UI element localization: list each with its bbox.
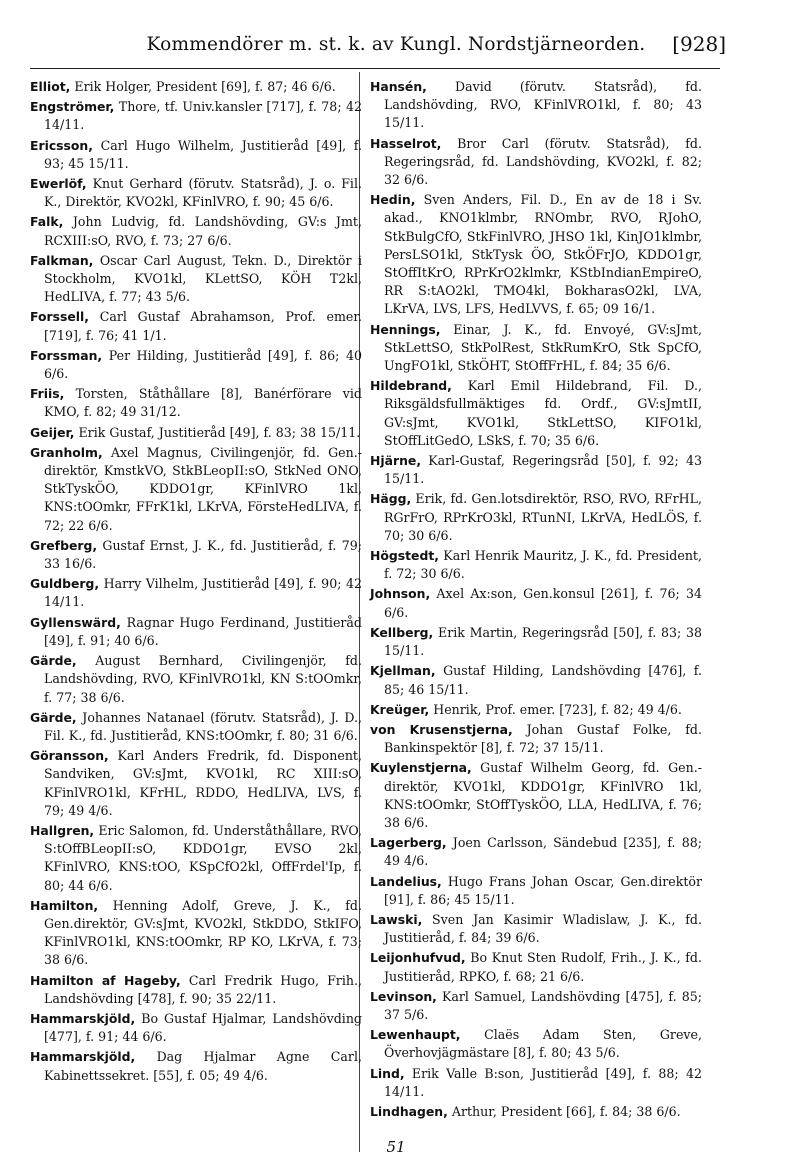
entry-name: Hildebrand, — [370, 378, 452, 394]
entry-name: Hennings, — [370, 321, 441, 337]
entry-text: Bror Carl (förutv. Statsråd), fd. Regeringsråd, fd. Landshövding, KVO2kl, f. 82; 32 6/6. — [384, 135, 702, 188]
page-header — [0, 14, 792, 54]
entry-text: Torsten, Ståthållare [8], Banérförare vid KMO, f. 82; 49 31/12. — [44, 386, 362, 420]
entry-text: John Ludvig, fd. Landshövding, GV:s Jmt, RCXIII:sO, RVO, f. 73; 27 6/6. — [44, 214, 362, 248]
register-entry — [370, 721, 702, 757]
page-title: Kommendörer m. st. k. av Kungl. Nordstjärneorden. — [146, 34, 646, 55]
entry-name: Hammarskjöld, — [30, 1010, 136, 1026]
entry-name: Geijer, — [30, 424, 75, 440]
register-entry — [370, 911, 702, 947]
entry-name: Lewenhaupt, — [370, 1027, 461, 1043]
register-entry — [370, 624, 702, 660]
register-entry — [370, 759, 702, 832]
entry-text: Hugo Frans Johan Oscar, Gen.direktör [91], f. 86; 45 15/11. — [384, 873, 702, 907]
register-entry — [370, 834, 702, 870]
entry-name: Hedin, — [370, 192, 416, 208]
entry-name: Forssell, — [30, 309, 89, 325]
register-entry — [30, 175, 362, 211]
entry-name: Engströmer, — [30, 99, 115, 115]
left-column — [30, 78, 362, 1087]
entry-name: Ericsson, — [30, 137, 93, 153]
register-entry — [370, 662, 702, 698]
entry-text: Erik Valle B:son, Justitieråd [49], f. 88; 42 14/11. — [384, 1065, 702, 1099]
entry-name: Lagerberg, — [370, 835, 447, 851]
header-page-number: [928] — [672, 32, 726, 56]
register-entry — [370, 1103, 702, 1121]
entry-text: Claës Adam Sten, Greve, Överhovjägmästare [8], f. 80; 43 5/6. — [384, 1027, 702, 1061]
entry-name: Forssman, — [30, 347, 103, 363]
entry-name: Hansén, — [370, 79, 427, 94]
register-entry — [370, 135, 702, 190]
register-entry — [370, 321, 702, 376]
footer-page-number: 51 — [386, 1138, 406, 1156]
entry-name: Hamilton, — [30, 897, 99, 913]
register-entry — [30, 385, 362, 421]
register-entry — [370, 377, 702, 450]
register-entry — [30, 709, 362, 745]
register-entry — [30, 444, 362, 535]
entry-name: von Krusenstjerna, — [370, 721, 513, 737]
entry-name: Hägg, — [370, 491, 412, 507]
entry-text: Oscar Carl August, Tekn. D., Direktör i Stockholm, KVO1kl, KLettSO, KÖH T2kl, HedLIVA, f. 77; 43 5/6. — [44, 252, 362, 305]
entry-name: Kreüger, — [370, 701, 430, 717]
entry-text: Karl-Gustaf, Regeringsråd [50], f. 92; 43 15/11. — [384, 453, 702, 487]
entry-name: Elliot, — [30, 79, 71, 94]
entry-text: Sven Jan Kasimir Wladislaw, J. K., fd. Justitieråd, f. 84; 39 6/6. — [384, 911, 702, 946]
entry-name: Göransson, — [30, 748, 109, 764]
entry-name: Kuylenstjerna, — [370, 760, 472, 776]
entry-text: Karl Henrik Mauritz, J. K., fd. President, f. 72; 30 6/6. — [384, 548, 702, 582]
entry-text: Gustaf Ernst, J. K., fd. Justitieråd, f. 79; 33 16/6. — [44, 537, 362, 572]
entry-text: Eric Salomon, fd. Underståthållare, RVO, S:tOffBLeopII:sO, KDDO1gr, EVSO 2kl, KFinlVRO, KNS:tOO, KSpCfO2kl, OffFrdel'Ip, f. 80; 44 6/6. — [44, 822, 362, 893]
register-entry — [30, 252, 362, 307]
entry-name: Friis, — [30, 386, 65, 402]
entry-text: Carl Fredrik Hugo, Frih., Landshövding [478], f. 90; 35 22/11. — [44, 972, 362, 1006]
entry-text: Axel Magnus, Civilingenjör, fd. Gen.-direktör, KmstkVO, StkBLeopII:sO, StkNed ONO, StkTyskÖO, KDDO1gr, KFinlVRO 1kl, KNS:tOOmkr, FFrK1kl, LKrVA, FörsteHedLIVA, f. 72; 22 6/6. — [44, 444, 362, 533]
entry-text: Gustaf Hilding, Landshövding [476], f. 85; 46 15/11. — [384, 663, 702, 697]
entry-text: Erik Holger, President [69], f. 87; 46 6/6. — [74, 79, 336, 94]
register-entry — [370, 490, 702, 545]
register-entry — [370, 1026, 702, 1062]
entry-name: Granholm, — [30, 444, 103, 460]
entry-name: Lind, — [370, 1065, 405, 1081]
entry-name: Lawski, — [370, 911, 423, 927]
entry-name: Hasselrot, — [370, 135, 442, 151]
register-entry — [370, 701, 702, 719]
register-entry — [30, 972, 362, 1008]
entry-name: Landelius, — [370, 873, 442, 889]
right-column — [370, 78, 702, 1123]
entry-name: Hammarskjöld, — [30, 1049, 136, 1065]
entry-name: Grefberg, — [30, 537, 98, 553]
entry-name: Guldberg, — [30, 576, 100, 592]
entry-text: Gustaf Wilhelm Georg, fd. Gen.-direktör, KVO1kl, KDDO1gr, KFinlVRO 1kl, KNS:tOOmkr, StOffTyskÖO, LLA, HedLIVA, f. 76; 38 6/6. — [384, 760, 702, 830]
entry-name: Kjellman, — [370, 663, 436, 679]
register-entry — [30, 614, 362, 650]
entry-text: Sven Anders, Fil. D., En av de 18 i Sv. akad., KNO1klmbr, RNOmbr, RVO, RJohO, StkBulgCfO, StkFinlVRO, JHSO 1kl, KinJO1klmbr, PersLSO1kl, StkTysk ÖO, StkÖFrJO, KDDO1gr, StOffItKrO, RPrKrO2klmkr, KStbIndianEmpireO, RR S:tAO2kl, TMO4kl, BokharasO2kl, LVA, LKrVA, LVS, LFS, HedLVVS, f. 65; 09 16/1. — [384, 192, 702, 317]
entry-text: Einar, J. K., fd. Envoyé, GV:sJmt, StkLettSO, StkPolRest, StkRumKrO, Stk SpCfO, UngFO1kl, StkÖHT, StOffFrHL, f. 84; 35 6/6. — [384, 321, 702, 374]
entry-name: Gärde, — [30, 653, 77, 669]
entry-text: Thore, tf. Univ.kansler [717], f. 78; 42 14/11. — [44, 99, 362, 133]
register-entry — [30, 137, 362, 173]
entry-name: Ewerlöf, — [30, 176, 87, 192]
entry-name: Falkman, — [30, 252, 94, 268]
register-entry — [30, 347, 362, 383]
register-entry — [30, 747, 362, 820]
register-entry — [370, 191, 702, 318]
register-entry — [370, 873, 702, 909]
register-entry — [370, 78, 702, 133]
entry-text: Erik Gustaf, Justitieråd [49], f. 83; 38 15/11. — [78, 424, 361, 440]
entry-name: Falk, — [30, 214, 64, 230]
entry-text: Harry Vilhelm, Justitieråd [49], f. 90; 42 14/11. — [44, 576, 362, 610]
entry-text: Joen Carlsson, Sändebud [235], f. 88; 49 4/6. — [384, 835, 702, 869]
header-rule — [30, 68, 720, 69]
register-entry — [30, 424, 362, 442]
entry-text: Ragnar Hugo Ferdinand, Justitieråd [49], f. 91; 40 6/6. — [44, 614, 362, 648]
entry-name: Johnson, — [370, 586, 431, 602]
register-entry — [370, 452, 702, 488]
register-entry — [370, 988, 702, 1024]
entry-name: Gärde, — [30, 709, 77, 725]
register-entry — [30, 308, 362, 344]
entry-name: Hallgren, — [30, 822, 95, 838]
entry-name: Lindhagen, — [370, 1103, 448, 1119]
entry-name: Hjärne, — [370, 453, 422, 469]
entry-text: Karl Samuel, Landshövding [475], f. 85; 37 5/6. — [384, 988, 702, 1022]
entry-name: Hamilton af Hageby, — [30, 972, 181, 988]
entry-name: Levinson, — [370, 988, 437, 1004]
entry-name: Högstedt, — [370, 548, 439, 564]
entry-text: Bo Knut Sten Rudolf, Frih., J. K., fd. Justitieråd, RPKO, f. 68; 21 6/6. — [384, 950, 702, 984]
entry-text: Axel Ax:son, Gen.konsul [261], f. 76; 34 6/6. — [384, 586, 702, 620]
register-entry — [30, 1010, 362, 1046]
entry-name: Leijonhufvud, — [370, 950, 466, 966]
entry-name: Kellberg, — [370, 624, 434, 640]
entry-text: Arthur, President [66], f. 84; 38 6/6. — [451, 1103, 681, 1119]
entry-text: Knut Gerhard (förutv. Statsråd), J. o. Fil. K., Direktör, KVO2kl, KFinlVRO, f. 90; 45 6/6. — [44, 176, 362, 210]
entry-text: Dag Hjalmar Agne Carl, Kabinettssekret. [55], f. 05; 49 4/6. — [44, 1049, 362, 1083]
entry-text: Bo Gustaf Hjalmar, Landshövding [477], f. 91; 44 6/6. — [44, 1010, 362, 1045]
entry-text: Henning Adolf, Greve, J. K., fd. Gen.direktör, GV:sJmt, KVO2kl, StkDDO, StkIFO, KFinlVRO1kl, KNS:tOOmkr, RP KO, LKrVA, f. 73; 38 6/6. — [44, 897, 362, 968]
register-entry — [30, 822, 362, 895]
register-entry — [30, 213, 362, 249]
register-entry — [30, 537, 362, 573]
entry-text: Henrik, Prof. emer. [723], f. 82; 49 4/6. — [433, 701, 682, 717]
register-entry — [30, 652, 362, 707]
register-entry — [370, 547, 702, 583]
entry-text: David (förutv. Statsråd), fd. Landshövding, RVO, KFinlVRO1kl, f. 80; 43 15/11. — [384, 79, 702, 131]
entry-text: Johannes Natanael (förutv. Statsråd), J. D., Fil. K., fd. Justitieråd, KNS:tOOmkr, f. 80; 31 6/6. — [44, 709, 362, 743]
entry-text: Karl Emil Hildebrand, Fil. D., Riksgäldsfullmäktiges fd. Ordf., GV:sJmtII, GV:sJmt, KVO1kl, StkLettSO, KIFO1kl, StOffLitGedO, LSkS, f. 70; 35 6/6. — [384, 378, 702, 448]
entry-text: Per Hilding, Justitieråd [49], f. 86; 40 6/6. — [44, 347, 362, 382]
entry-text: Erik Martin, Regeringsråd [50], f. 83; 38 15/11. — [384, 624, 702, 659]
register-entry — [30, 1048, 362, 1084]
entry-name: Gyllenswärd, — [30, 614, 121, 630]
entry-text: Johan Gustaf Folke, fd. Bankinspektör [8], f. 72; 37 15/11. — [384, 721, 702, 756]
register-entry — [30, 98, 362, 134]
entry-text: Karl Anders Fredrik, fd. Disponent, Sandviken, GV:sJmt, KVO1kl, RC XIII:sO, KFinlVRO1kl, KFrHL, RDDO, HedLIVA, LVS, f. 79; 49 4/6. — [44, 748, 362, 818]
entry-text: Erik, fd. Gen.lotsdirektör, RSO, RVO, RFrHL, RGrFrO, RPrKrO3kl, RTunNI, LKrVA, HedLÖS, f. 70; 30 6/6. — [384, 491, 702, 543]
register-entry — [30, 78, 362, 96]
register-entry — [30, 575, 362, 611]
register-entry — [370, 585, 702, 621]
register-entry — [30, 897, 362, 970]
register-entry — [370, 1065, 702, 1101]
entry-text: Carl Hugo Wilhelm, Justitieråd [49], f. 93; 45 15/11. — [44, 137, 362, 171]
entry-text: August Bernhard, Civilingenjör, fd. Landshövding, RVO, KFinlVRO1kl, KN S:tOOmkr, f. 77; 38 6/6. — [44, 653, 362, 705]
register-entry — [370, 949, 702, 985]
entry-text: Carl Gustaf Abrahamson, Prof. emer. [719], f. 76; 41 1/1. — [44, 309, 362, 343]
